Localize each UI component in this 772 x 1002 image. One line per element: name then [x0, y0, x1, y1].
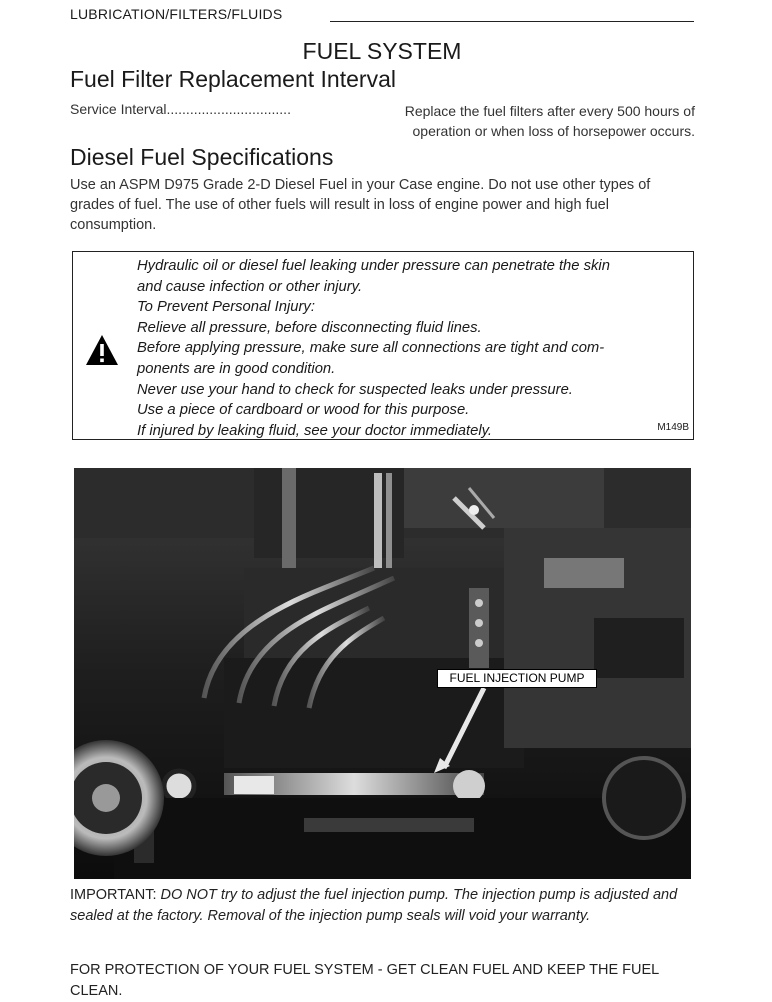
warning-box [72, 251, 694, 440]
header-rule [330, 21, 694, 22]
warning-triangle-icon [85, 334, 119, 366]
warning-line: Relieve all pressure, before disconnecting fluid lines. [137, 319, 482, 336]
engine-photo-illustration [74, 468, 691, 879]
service-interval-value-line1: Replace the fuel filters after every 500 hours of [404, 103, 695, 119]
warning-line: To Prevent Personal Injury: [137, 299, 315, 316]
warning-line: Hydraulic oil or diesel fuel leaking under pressure can penetrate the skin [137, 258, 610, 274]
warning-line: and cause infection or other injury. [137, 278, 363, 295]
warning-line: Before applying pressure, make sure all connections are tight and com- [137, 340, 605, 357]
warning-text [137, 256, 693, 441]
important-body: DO NOT try to adjust the fuel injection pump. The injection pump is adjusted and sealed at the factory. Removal of the injection pump seals will void your warranty. [70, 887, 678, 924]
service-interval-label-text: Service Interval [70, 101, 167, 117]
section-path: LUBRICATION/FILTERS/FLUIDS [70, 6, 283, 22]
page-title: FUEL SYSTEM [302, 38, 462, 64]
service-interval-label [70, 101, 291, 117]
important-lead: IMPORTANT: [70, 887, 157, 903]
engine-photo [74, 468, 691, 879]
filter-interval-heading: Fuel Filter Replacement Interval [70, 66, 396, 92]
warning-line: Use a piece of cardboard or wood for this purpose. [137, 402, 470, 419]
warning-line: If injured by leaking fluid, see your doctor immediately. [137, 422, 493, 439]
warning-code: M149B [657, 422, 689, 433]
service-interval-value-line2: operation or when loss of horsepower occurs. [412, 123, 695, 139]
page-header [70, 6, 694, 26]
service-interval-value [335, 101, 695, 141]
warning-line: ponents are in good condition. [137, 360, 336, 377]
fuel-injection-pump-callout: FUEL INJECTION PUMP [437, 669, 597, 688]
fuel-specs-heading: Diesel Fuel Specifications [70, 144, 334, 170]
warning-line: Never use your hand to check for suspected leaks under pressure. [137, 381, 573, 398]
leader-dots: ................................ [166, 101, 291, 117]
protection-note: FOR PROTECTION OF YOUR FUEL SYSTEM - GET CLEAN FUEL AND KEEP THE FUEL CLEAN. [70, 962, 659, 999]
important-note [70, 885, 696, 927]
fuel-specs-paragraph: Use an ASPM D975 Grade 2-D Diesel Fuel in your Case engine. Do not use other types of grades of fuel. The use of other fuels will result in loss of engine power and high fuel consumption. [70, 177, 651, 233]
